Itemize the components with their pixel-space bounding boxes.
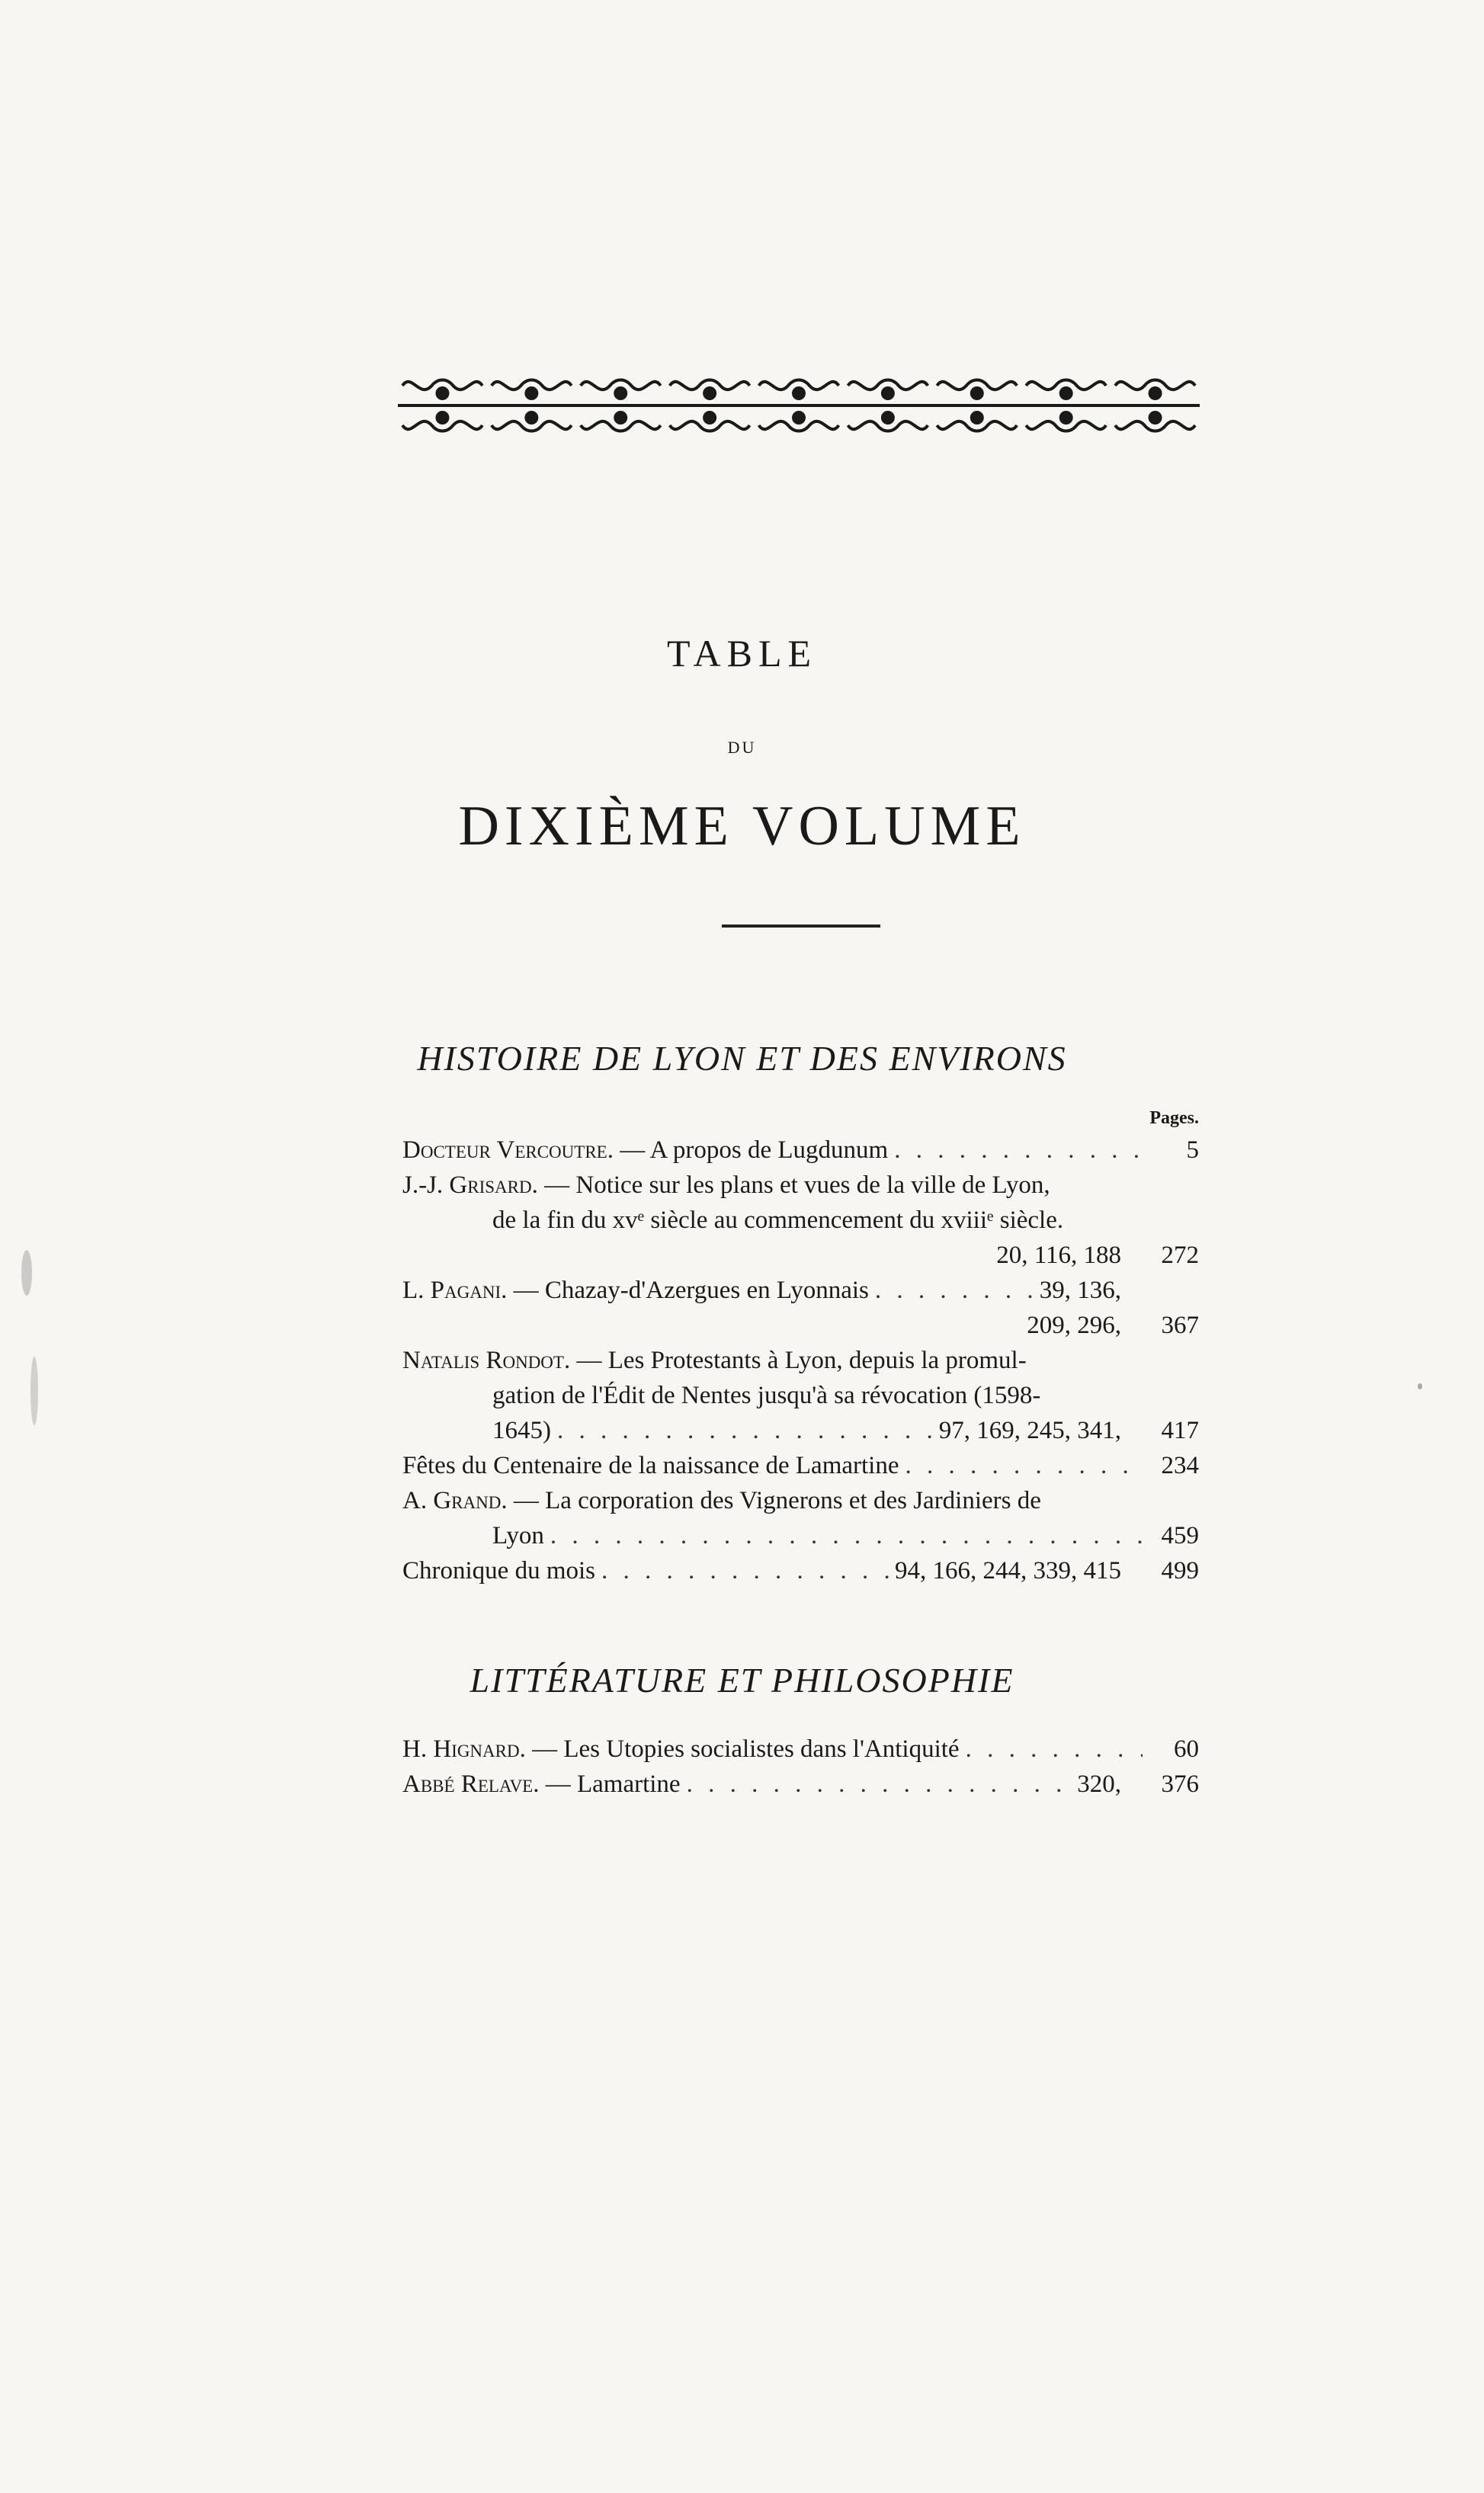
toc-entry-grisard[interactable] [402,1168,1199,1273]
ornament-knot [883,412,893,423]
entry-title: — Les Protestants à Lyon, depuis la promul- [576,1347,1027,1374]
leader-dots [869,1273,1040,1308]
leader-dots [681,1767,1078,1802]
entry-page: 60 [1174,1735,1199,1763]
toc-entry-relave[interactable] [402,1767,1199,1802]
ornament-knot [437,388,447,399]
pages-column-label: Pages. [1149,1108,1199,1128]
entry-page: 272 [1161,1242,1199,1269]
entry-page: 499 [1161,1557,1199,1585]
entry-author: Abbé Relave. [402,1770,540,1798]
entry-title-continued: Lyon [492,1522,544,1549]
toc-entry-hignard[interactable] [402,1732,1199,1767]
entry-title: — A propos de Lugdunum [620,1136,889,1164]
ornament-knot [1150,388,1161,399]
toc-entry-pagani[interactable] [402,1273,1199,1343]
entry-title: — Lamartine [545,1770,681,1798]
entry-title: — La corporation des Vignerons et des Jardiniers de [513,1487,1041,1514]
ornament-knot [972,412,982,423]
leader-dots [888,1133,1143,1168]
title-table: TABLE [666,632,818,675]
ornament-knot [972,388,982,399]
toc-entry-grand[interactable] [402,1483,1199,1553]
entry-page: 234 [1161,1452,1199,1479]
toc-entry-rondot[interactable] [402,1343,1199,1448]
toc-entry-chronique[interactable] [402,1553,1199,1588]
entry-title-continued: de la fin du xvᵉ siècle au commencement du xviiiᵉ siècle. [492,1206,1064,1234]
ornament-knot [615,388,626,399]
entry-author: L. Pagani. [402,1277,508,1304]
entry-title: — Notice sur les plans et vues de la ville de Lyon, [544,1171,1050,1199]
entry-refs: 97, 169, 245, 341, [938,1417,1121,1444]
scan-speck [1418,1383,1422,1389]
ornament-knot [704,412,715,423]
leader-dots [551,1413,939,1448]
ornament-knot [615,412,626,423]
toc-entry-vercoutre[interactable] [402,1133,1199,1168]
entry-author: A. Grand. [402,1487,508,1514]
ornament-knot [1150,412,1161,423]
entry-page: 376 [1161,1770,1199,1798]
entry-refs: 94, 166, 244, 339, 415 [895,1557,1121,1585]
entry-title: — Chazay-d'Azergues en Lyonnais [513,1277,869,1304]
entry-title-continued: gation de l'Édit de Nentes jusqu'à sa révocation (1598- [492,1382,1041,1409]
entry-title-continued-2: 1645) [492,1417,551,1444]
ornament-knot [1061,412,1072,423]
ornament-knot [526,412,537,423]
ornament-band [398,364,1200,447]
scan-speck [21,1250,32,1296]
ornament-knot [793,412,804,423]
section-heading-histoire: HISTOIRE DE LYON ET DES ENVIRONS [417,1039,1067,1078]
title-rule [722,924,880,928]
title-volume: DIXIÈME VOLUME [458,795,1026,857]
section-heading-litterature: LITTÉRATURE ET PHILOSOPHIE [470,1661,1014,1700]
entry-page: 5 [1186,1136,1199,1164]
leader-dots [595,1553,895,1588]
entry-author: H. Hignard. [402,1735,526,1763]
ornament-knot [1061,388,1072,399]
title-du: DU [727,738,757,757]
leader-dots [960,1732,1143,1767]
scan-speck [30,1357,38,1425]
toc-entry-fetes[interactable] [402,1448,1199,1483]
entry-author: Natalis Rondot. [402,1347,571,1374]
ornament-knot [526,388,537,399]
entry-refs: 20, 116, 188 [996,1242,1121,1269]
entry-refs: 39, 136, [1039,1277,1121,1304]
entry-refs-continued: 209, 296, [1027,1312,1121,1339]
ornament-knot [437,412,447,423]
entry-author: Docteur Vercoutre. [402,1136,614,1164]
leader-dots [899,1448,1143,1483]
ornament-knot [883,388,893,399]
ornament-knot [704,388,715,399]
leader-dots [544,1518,1143,1553]
entry-page: 417 [1161,1417,1199,1444]
entry-refs: 320, [1077,1770,1121,1798]
ornament-icon [398,364,1200,447]
ornament-knot [793,388,804,399]
entry-title: Fêtes du Centenaire de la naissance de Lamartine [402,1452,899,1479]
entry-page: 459 [1161,1522,1199,1549]
entry-page: 367 [1161,1312,1199,1339]
entry-author: J.-J. Grisard. [402,1171,538,1199]
entry-title: Chronique du mois [402,1557,595,1585]
entry-title: — Les Utopies socialistes dans l'Antiquité [532,1735,960,1763]
